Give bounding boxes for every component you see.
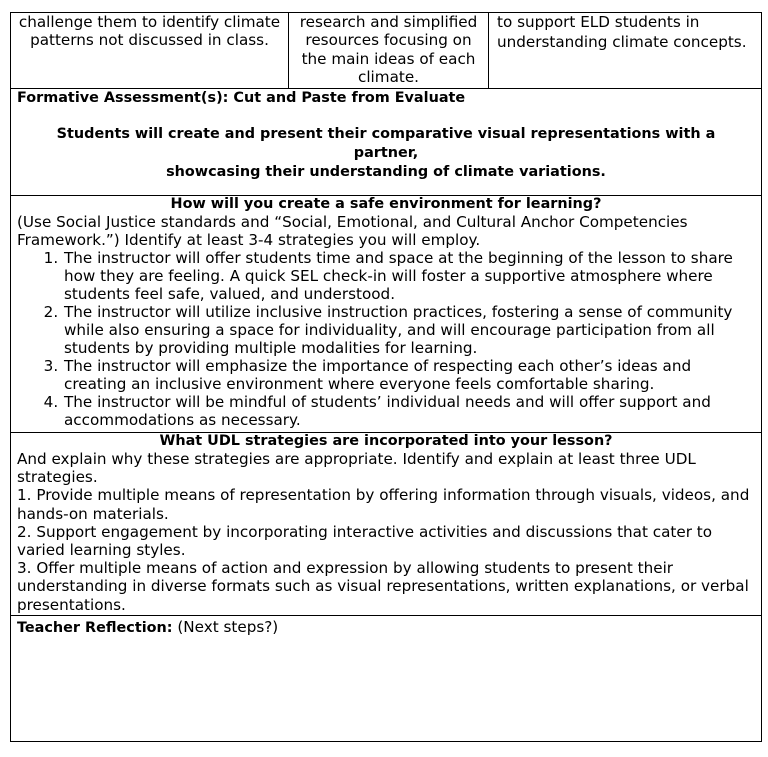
cell-line: the main ideas of each <box>301 49 476 68</box>
reflection-prompt: (Next steps?) <box>172 618 279 636</box>
differentiation-cell-2 <box>289 13 489 88</box>
formative-line: Students will create and present their comparative visual representations with a partner, <box>56 126 716 161</box>
udl-intro: And explain why these strategies are appropriate. Identify and explain at least three UDL strategies. <box>17 450 696 487</box>
cell-line: climate. <box>357 67 420 86</box>
safe-environment-row <box>11 195 761 432</box>
list-item: 1. The instructor will offer students time and space at the beginning of the lesson to share how they are feeling. A quick SEL check-in will foster a supportive atmosphere where students feel safe, valued, and understood. <box>63 249 747 303</box>
differentiation-row <box>11 12 761 88</box>
list-item: 4. The instructor will be mindful of students’ individual needs and will offer support and accommodations as necessary. <box>63 393 747 429</box>
cell-line: resources focusing on <box>305 31 472 50</box>
formative-assessment-row <box>11 88 761 195</box>
reflection-label: Teacher Reflection: <box>17 620 173 636</box>
safe-environment-intro <box>11 213 761 249</box>
lesson-plan-table <box>10 12 762 742</box>
cell-line: patterns not discussed in class. <box>30 31 269 50</box>
intro-line: Framework.”) Identify at least 3-4 strategies you will employ. <box>17 231 481 249</box>
intro-line: (Use Social Justice standards and “Social, Emotional, and Cultural Anchor Competencies <box>17 213 688 231</box>
formative-line: showcasing their understanding of climate variations. <box>166 164 606 180</box>
cell-line: research and simplified <box>299 13 478 31</box>
cell-line: challenge them to identify climate <box>18 13 281 31</box>
cell-line: understanding climate concepts. <box>497 33 747 52</box>
safe-environment-list <box>11 249 761 429</box>
list-item: 2. Support engagement by incorporating interactive activities and discussions that cater to varied learning styles. <box>17 522 713 560</box>
safe-environment-heading: How will you create a safe environment for learning? <box>170 196 602 212</box>
teacher-reflection-row[interactable] <box>11 615 761 741</box>
cell-line: to support ELD students in <box>497 13 700 31</box>
list-item: 3. The instructor will emphasize the importance of respecting each other’s ideas and creating an inclusive environment where everyone feels comfortable sharing. <box>63 357 747 393</box>
formative-body <box>11 125 761 182</box>
list-item: 1. Provide multiple means of representation by offering information through visuals, videos, and hands-on materials. <box>17 486 750 523</box>
list-item: 2. The instructor will utilize inclusive instruction practices, fostering a sense of community while also ensuring a space for individuality, and will encourage participation from all students by providing multiple modalities for learning. <box>63 303 747 357</box>
udl-heading: What UDL strategies are incorporated into your lesson? <box>159 433 613 449</box>
formative-heading: Formative Assessment(s): Cut and Paste from Evaluate <box>17 90 466 106</box>
differentiation-cell-3 <box>489 13 761 88</box>
differentiation-cell-1 <box>11 13 289 88</box>
udl-strategies-row <box>11 432 761 615</box>
list-item: 3. Offer multiple means of action and expression by allowing students to present their understanding in diverse formats such as visual representations, written explanations, or verbal presentations. <box>17 559 749 614</box>
